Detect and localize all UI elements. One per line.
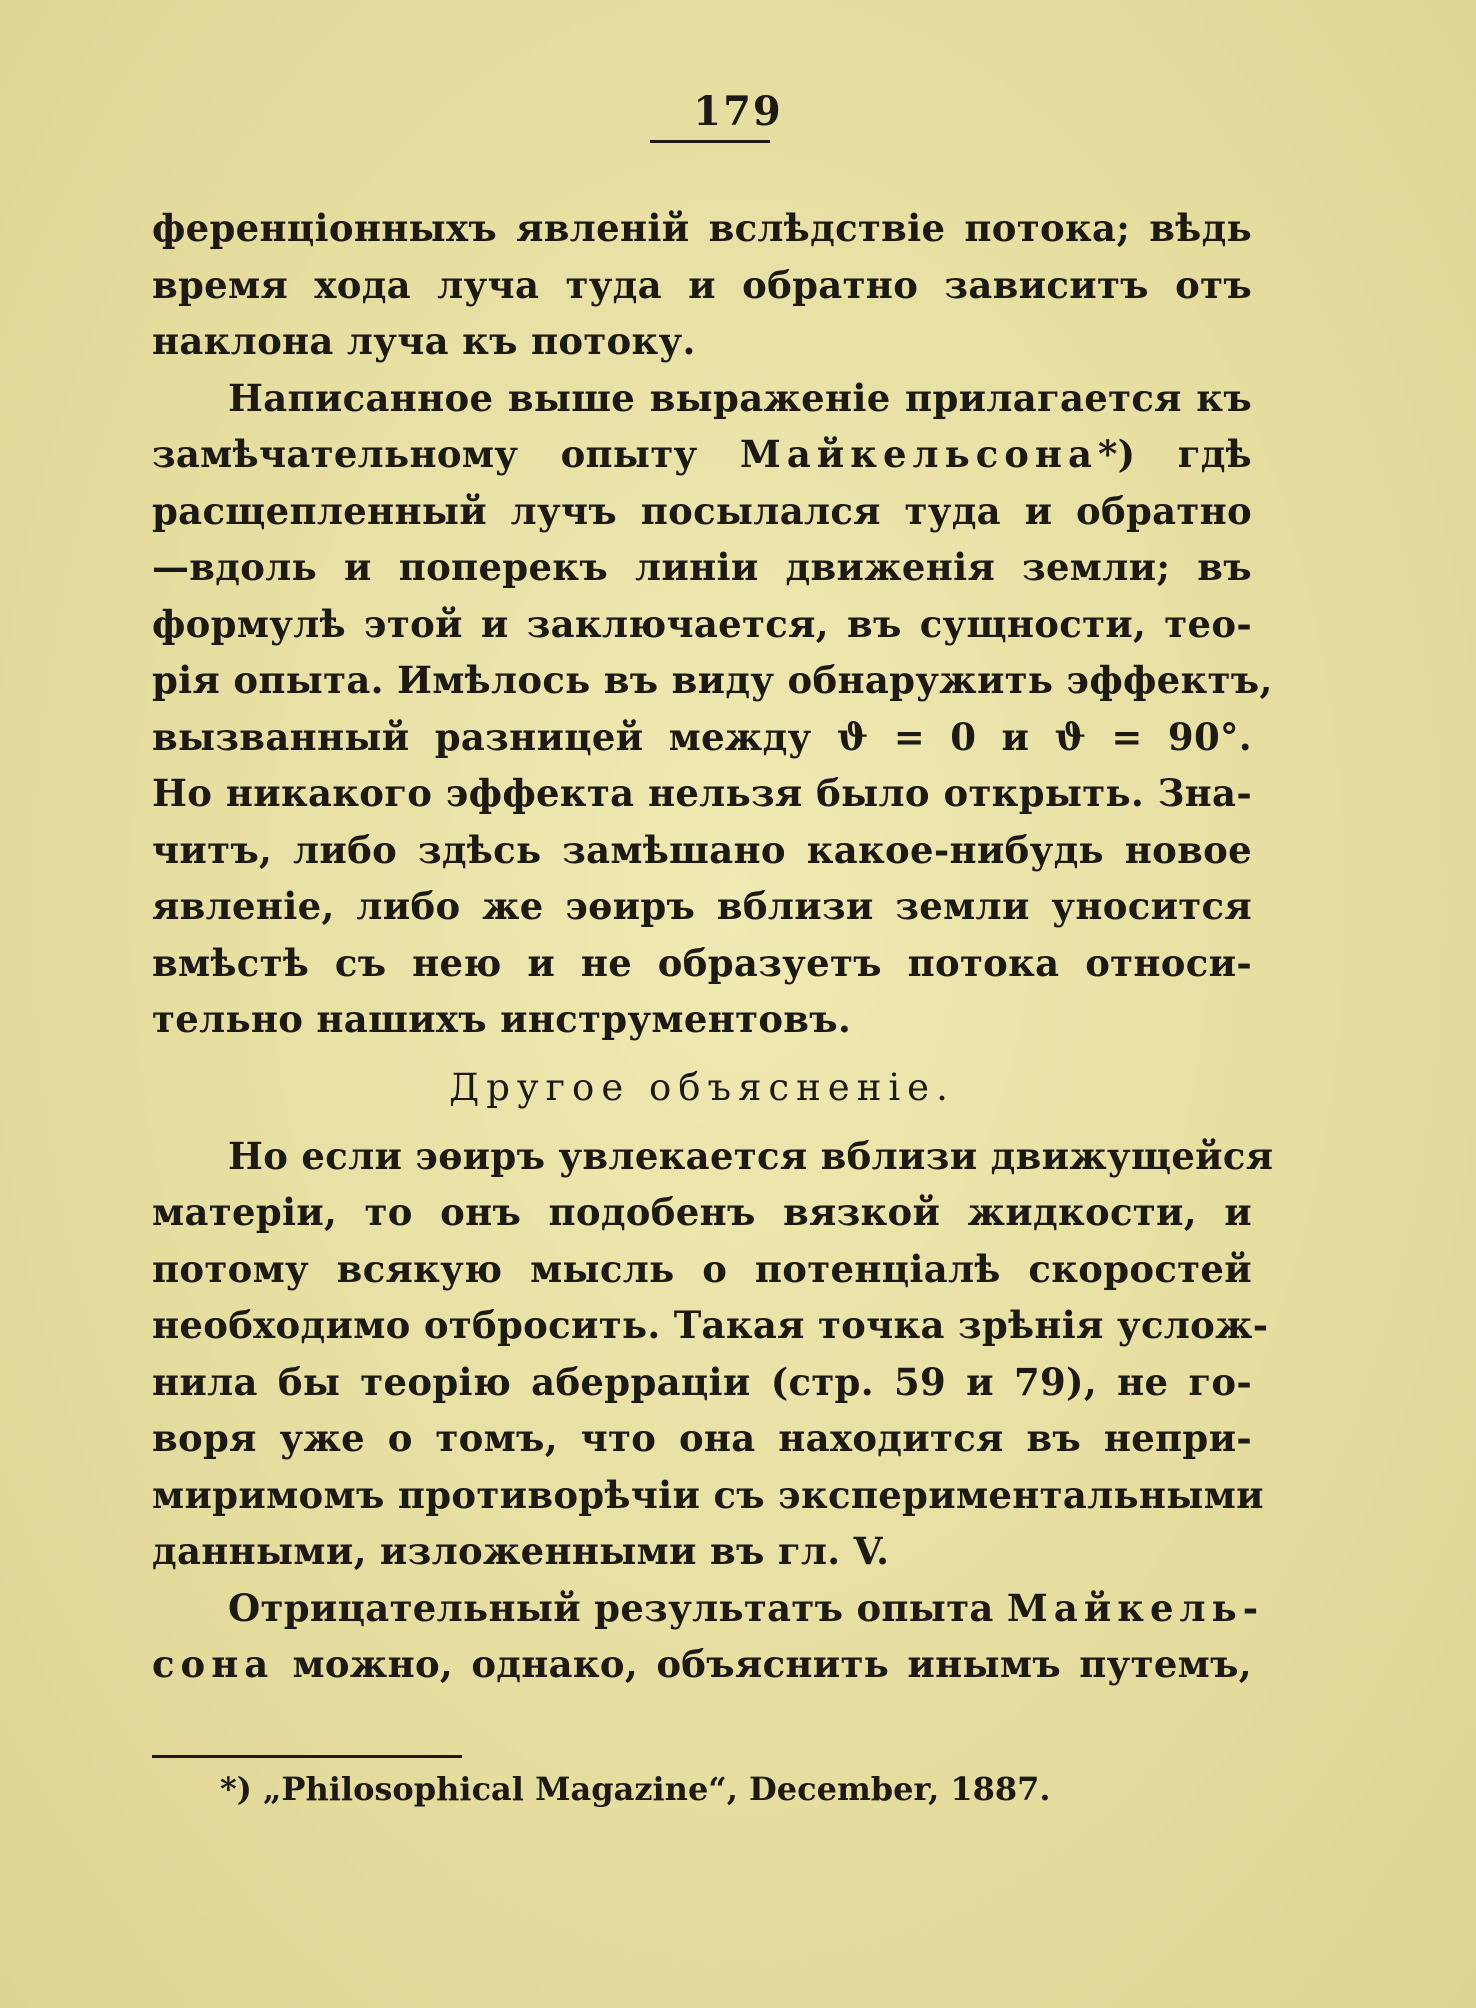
text-line: матеріи, то онъ подобенъ вязкой жидкости, и [152, 1190, 1252, 1234]
text-line: воря уже о томъ, что она находится въ непри- [152, 1416, 1252, 1460]
text-line [152, 1636, 1252, 1693]
text-line: необходимо отбросить. Такая точка зрѣнія услож- [152, 1303, 1269, 1347]
text-line: расщепленный лучъ посылался туда и обратно [152, 488, 1252, 533]
text-segment: можно, однако, объяснить инымъ путемъ, [292, 1642, 1252, 1686]
text-line: вмѣстѣ съ нею и не образуетъ потока относи- [152, 940, 1252, 985]
text-line: данными, изложенными въ гл. V. [152, 1529, 890, 1573]
author-name: Майкельсона [739, 432, 1098, 476]
text-line: ференціонныхъ явленій вслѣдствіе потока; вѣдь [152, 206, 1252, 250]
text-line-michelson-2 [152, 1580, 1265, 1637]
text-line: время хода луча туда и обратно зависитъ отъ [152, 262, 1252, 307]
footnote: *) „Philosophical Magazine“, December, 1887. [220, 1770, 1051, 1808]
page-number: 179 [693, 88, 783, 135]
text-line: миримомъ противорѣчіи съ экспериментальными [152, 1472, 1264, 1517]
text-segment: Отрицательный результатъ опыта [228, 1585, 994, 1630]
text-segment: замѣчательному опыту [152, 432, 698, 476]
text-line: рія опыта. Имѣлось въ виду обнаружить эффектъ, [152, 658, 1273, 702]
text-segment: *) гдѣ [1097, 432, 1252, 476]
footnote-rule [152, 1755, 462, 1758]
author-name: Майкель- [1006, 1585, 1265, 1630]
body-text [152, 200, 1274, 1693]
text-line: тельно нашихъ инструментовъ. [152, 997, 852, 1041]
text-line: читъ, либо здѣсь замѣшано какое-нибудь новое [152, 827, 1252, 872]
text-line: нила бы теорію аберраціи (стр. 59 и 79), не го- [152, 1359, 1252, 1404]
text-line-michelson [152, 426, 1252, 483]
text-line: Но никакого эффекта нельзя было открыть. Зна- [152, 771, 1252, 815]
text-line: потому всякую мысль о потенціалѣ скоростей [152, 1246, 1252, 1291]
text-line: наклона луча къ потоку. [152, 319, 696, 363]
text-line: —вдоль и поперекъ линіи движенія земли; въ [152, 545, 1252, 589]
author-name: сона [152, 1642, 275, 1686]
text-line: Но если эѳиръ увлекается вблизи движущейся [228, 1133, 1274, 1178]
text-line: формулѣ этой и заключается, въ сущности, тео- [152, 601, 1252, 646]
page-number-rule [650, 140, 770, 143]
text-line: Написанное выше выраженіе прилагается къ [228, 375, 1252, 420]
text-line: явленіе, либо же эѳиръ вблизи земли уносится [152, 884, 1252, 928]
text-line: вызванный разницей между ϑ = 0 и ϑ = 90°. [152, 714, 1252, 759]
section-heading: Другое объясненіе. [449, 1065, 955, 1109]
